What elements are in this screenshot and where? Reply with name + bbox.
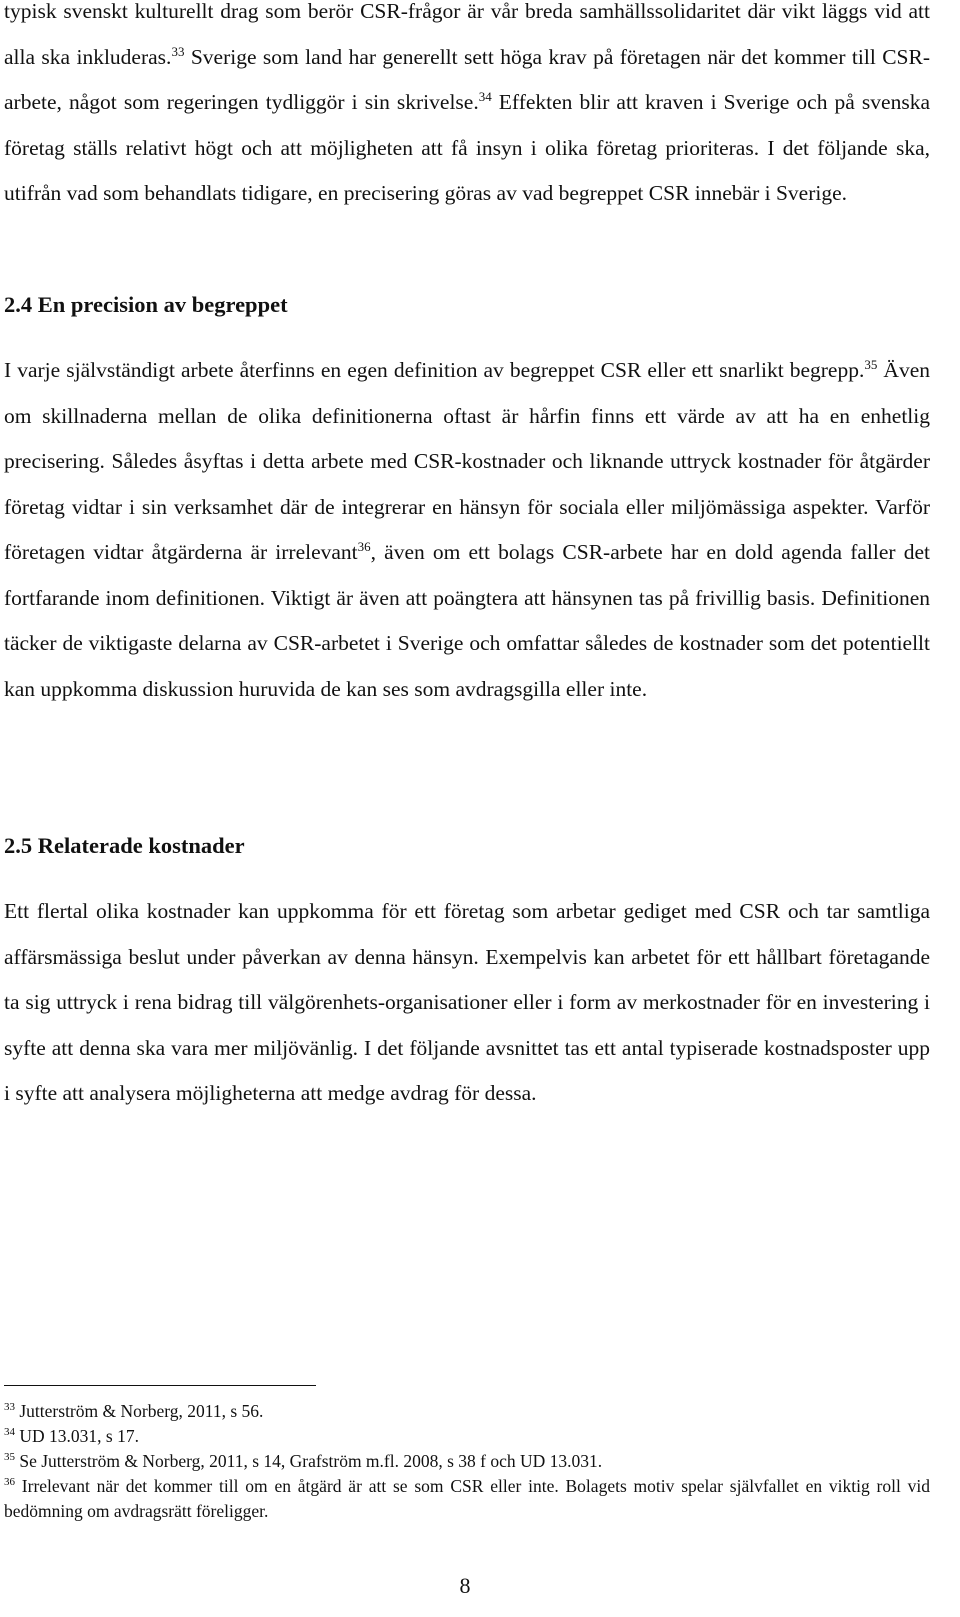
page-number: 8	[459, 1573, 471, 1598]
footnote-ref-33[interactable]: 33	[171, 43, 185, 59]
paragraph-text: Effekten blir att kraven i Sverige och på svenska företag ställs relativt högt och att möjligheten att få insyn i olika företag prioriteras. I det följande ska, utifrån vad som behandlats tidigare, en precisering göras av vad begreppet CSR innebär i Sverige.	[4, 90, 930, 205]
paragraph-csr-sweden	[4, 0, 930, 217]
footnote-ref-35[interactable]: 35	[864, 356, 878, 372]
footnote-33	[4, 1399, 930, 1424]
footnote-number: 36	[4, 1476, 15, 1489]
footnote-text: Irrelevant när det kommer till om en åtgärd är att se som CSR eller inte. Bolagets motiv spelar självfallet en viktig roll vid bedömning om avdragsrätt föreligger.	[4, 1476, 930, 1521]
footnote-number: 34	[4, 1426, 15, 1439]
footnote-ref-36[interactable]: 36	[357, 538, 371, 554]
paragraph-text: typisk svenskt kulturellt drag som berör CSR-frågor är vår breda samhällssolidaritet där vikt läggs vid att alla ska inkluderas.	[4, 0, 930, 69]
paragraph-text: Även om skillnaderna mellan de olika definitionerna oftast är hårfin finns ett värde av att ha en enhetlig precisering. Således åsyftas i detta arbete med CSR-kostnader och liknande uttryck kostnader för åtgärder företag vidtar i sin verksamhet där de integrerar en hänsyn för sociala eller miljömässiga aspekter. Varför företagen vidtar åtgärderna är irrelevant	[4, 358, 930, 564]
paragraph-precision	[4, 348, 930, 712]
section-heading-2-4: 2.4 En precision av begreppet	[4, 292, 288, 317]
paragraph-text: I varje självständigt arbete återfinns en egen definition av begreppet CSR eller ett snarlikt begrepp.	[4, 358, 865, 382]
footnote-separator	[4, 1385, 316, 1386]
footnote-36	[4, 1474, 930, 1524]
paragraph-text: , även om ett bolags CSR-arbete har en dold agenda faller det fortfarande inom definitionen. Viktigt är även att poängtera att hänsynen tas på frivillig basis. Definitionen täcker de viktigaste delarna av CSR-arbetet i Sverige och omfattar således de kostnader som det potentiellt kan uppkomma diskussion huruvida de kan ses som avdragsgilla eller inte.	[4, 540, 930, 701]
footnote-text: Se Jutterström & Norberg, 2011, s 14, Grafström m.fl. 2008, s 38 f och UD 13.031.	[15, 1451, 603, 1471]
footnote-ref-34[interactable]: 34	[478, 88, 492, 104]
footnote-text: Jutterström & Norberg, 2011, s 56.	[15, 1401, 264, 1421]
footnote-number: 35	[4, 1451, 15, 1464]
paragraph-text: Sverige som land har generellt sett höga krav på företagen när det kommer till CSR-arbete, något som regeringen tydliggör i sin skrivelse.	[4, 44, 930, 114]
footnote-number: 33	[4, 1401, 15, 1414]
footnote-text: UD 13.031, s 17.	[15, 1426, 139, 1446]
footnote-35	[4, 1449, 930, 1474]
footnote-34	[4, 1424, 930, 1449]
section-heading-2-5: 2.5 Relaterade kostnader	[4, 833, 245, 858]
paragraph-related-costs: Ett flertal olika kostnader kan uppkomma för ett företag som arbetar gediget med CSR och tar samtliga affärsmässiga beslut under påverkan av denna hänsyn. Exempelvis kan arbetet för ett hållbart företagande ta sig uttryck i rena bidrag till välgörenhets-organisationer eller i form av merkostnader för en investering i syfte att denna ska vara mer miljövänlig. I det följande avsnittet tas ett antal typiserade kostnadsposter upp i syfte att analysera möjligheterna att medge avdrag för dessa.	[4, 899, 930, 1105]
